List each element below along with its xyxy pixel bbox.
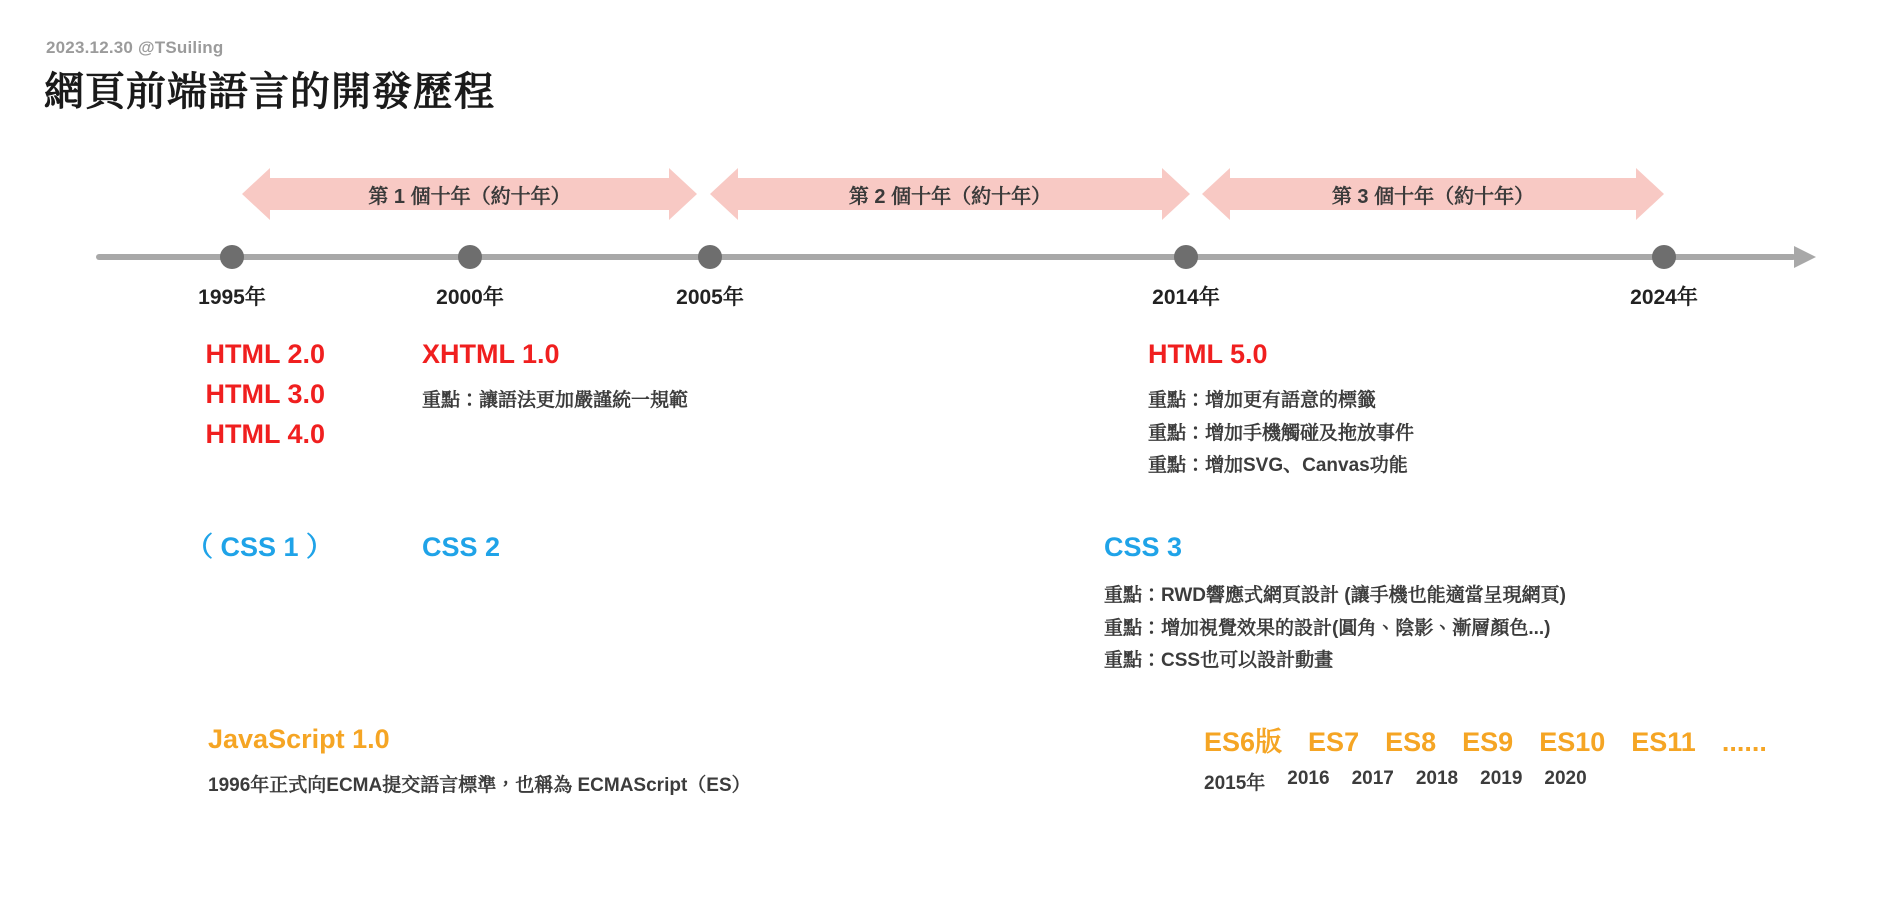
es-year-label: 2018 [1415, 768, 1459, 789]
arrow-right-icon [669, 168, 697, 220]
xhtml-note: 重點：讓語法更加嚴謹統一規範 [422, 389, 689, 411]
css3-title: CSS 3 [1104, 532, 1183, 562]
javascript-title: JavaScript 1.0 [208, 724, 390, 754]
es-year-label: 2020 [1544, 768, 1587, 789]
html-version-label: HTML 3.0 [205, 378, 325, 409]
decade-label: 第 2 個十年（約十年） [848, 185, 1052, 208]
css3-note: 重點：增加視覺效果的設計(圓角、陰影、漸層顏色...) [1104, 617, 1551, 639]
css2-title: CSS 2 [422, 532, 501, 562]
css1-group [186, 528, 333, 568]
es-version-label: ES7 [1308, 727, 1360, 757]
es-version-label: ES9 [1462, 727, 1514, 757]
css2-group [422, 528, 500, 568]
decade-label: 第 3 個十年（約十年） [1331, 185, 1535, 208]
xhtml-title: XHTML 1.0 [422, 339, 560, 369]
html5-note: 重點：增加SVG、Canvas功能 [1148, 455, 1408, 477]
html5-note: 重點：增加更有語意的標籤 [1148, 389, 1377, 411]
css1-title: （ CSS 1 ） [186, 532, 334, 562]
html5-note: 重點：增加手機觸碰及拖放事件 [1148, 422, 1415, 444]
es-version-label: ...... [1721, 727, 1767, 757]
html-version-label: HTML 4.0 [205, 418, 325, 449]
html5-title: HTML 5.0 [1148, 339, 1268, 369]
html-version-label: HTML 2.0 [205, 339, 325, 369]
arrow-left-icon [242, 168, 270, 220]
css3-note: 重點：RWD響應式網頁設計 (讓手機也能適當呈現網頁) [1104, 584, 1566, 606]
decade-band-3 [1202, 168, 1664, 220]
timeline-marker-dot [458, 245, 482, 269]
decade-band-1 [242, 168, 697, 220]
timeline-year-label: 2000年 [436, 286, 504, 309]
page-title: 網頁前端語言的開發歷程 [44, 70, 495, 114]
arrow-left-icon [1202, 168, 1230, 220]
meta-line: 2023.12.30 @TSuiling [46, 38, 224, 57]
css3-note: 重點：CSS也可以設計動畫 [1104, 650, 1334, 672]
es-version-label: ES11 [1631, 727, 1696, 757]
timeline-marker-dot [220, 245, 244, 269]
arrow-right-icon [1162, 168, 1190, 220]
es-year-label: 2015年 [1204, 773, 1266, 794]
arrow-right-icon [1636, 168, 1664, 220]
javascript-group [208, 720, 751, 803]
timeline-marker-dot [698, 245, 722, 269]
es-year-label: 2019 [1480, 768, 1523, 789]
timeline-axis [96, 254, 1796, 260]
axis-arrow-icon [1794, 246, 1816, 268]
decade-label: 第 1 個十年（約十年） [368, 185, 571, 208]
timeline-year-label: 2014年 [1152, 286, 1220, 309]
es-version-row [1204, 720, 1767, 759]
decade-band-2 [710, 168, 1190, 220]
es-year-label: 2016 [1287, 768, 1330, 789]
es-version-label: ES8 [1385, 727, 1437, 757]
javascript-note: 1996年正式向ECMA提交語言標準，也稱為 ECMAScript（ES） [208, 774, 751, 796]
timeline-year-label: 2024年 [1630, 286, 1698, 309]
es-version-label: ES10 [1539, 727, 1606, 757]
arrow-left-icon [710, 168, 738, 220]
timeline-marker-dot [1174, 245, 1198, 269]
timeline-year-label: 1995年 [198, 286, 266, 309]
timeline-marker-dot [1652, 245, 1676, 269]
xhtml-group [422, 335, 688, 418]
html5-group [1148, 335, 1414, 483]
es-version-label: ES6版 [1204, 727, 1283, 757]
es-year-label: 2017 [1351, 768, 1394, 789]
html-1995-versions [100, 335, 325, 455]
css3-group [1104, 528, 1566, 678]
es-year-row [1204, 768, 1587, 795]
timeline-year-label: 2005年 [676, 286, 744, 309]
